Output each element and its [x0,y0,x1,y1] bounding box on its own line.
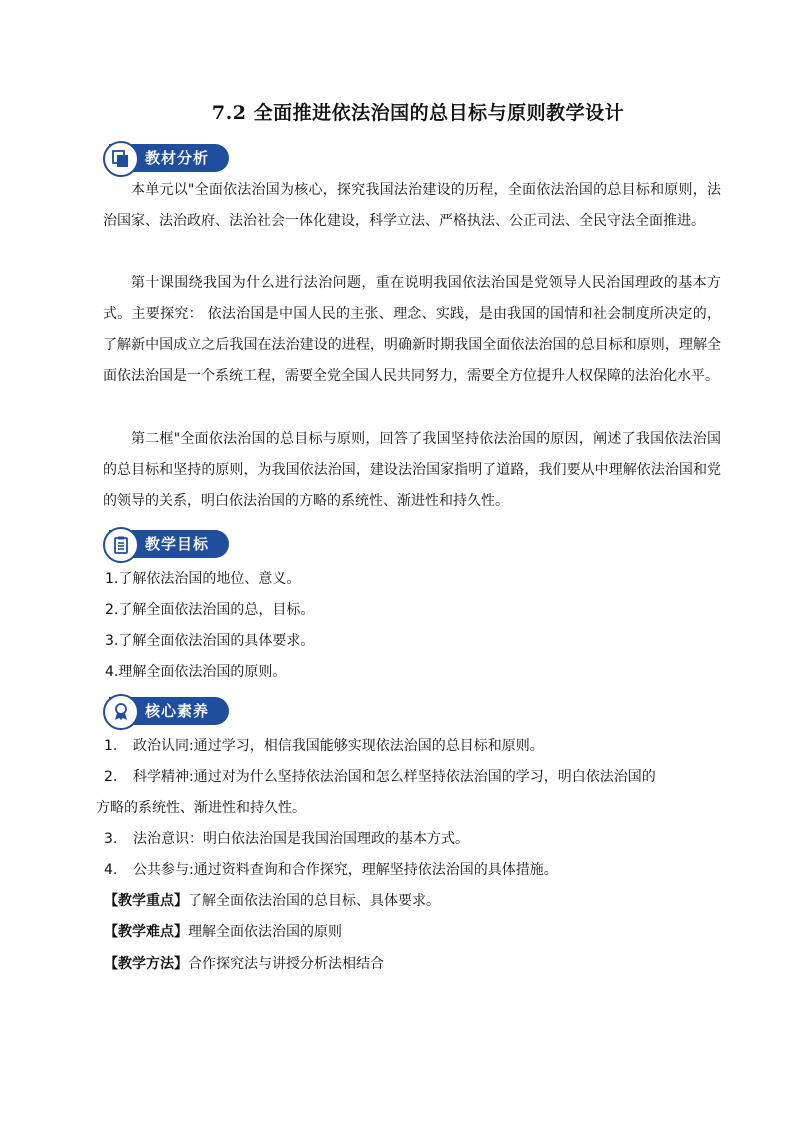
page-title: 7.2 全面推进依法治国的总目标与原则教学设计 [211,102,625,124]
teaching-method-text: 合作探究法与讲授分析法相结合 [188,956,384,972]
teaching-difficulty-label: 【教学难点】 [104,924,188,940]
section-banner-goals [103,527,237,561]
section-heading-analysis: 教材分析 [145,149,210,167]
award-ribbon-icon [103,694,139,730]
literacy-item-2 [104,767,656,787]
teaching-method [104,954,384,974]
section-heading-goals: 教学目标 [145,535,210,553]
section-banner-analysis [103,141,237,175]
literacy-item-text: 公共参与:通过资料查询和合作探究，理解坚持依法治国的具体措施。 [133,862,558,878]
teaching-method-label: 【教学方法】 [104,956,188,972]
clipboard-list-icon [103,527,139,563]
teaching-difficulty-text: 理解全面依法治国的原则 [188,924,342,940]
literacy-item-number: 3. [104,831,118,847]
section-banner-literacy [103,694,237,728]
teaching-focus-text: 了解全面依法治国的总目标、具体要求。 [188,893,440,909]
literacy-item-number: 4. [104,862,118,878]
goal-item-4: 4.理解全面依法治国的原则。 [105,664,287,680]
literacy-item-3 [104,829,469,849]
goal-item-3: 3.了解全面依法治国的具体要求。 [105,633,315,649]
literacy-item-number: 1. [104,738,118,754]
analysis-paragraph-1: 本单元以"全面依法治国为核心，探究我国法治建设的历程，全面依法治国的总目标和原则，法治国家、法治政府、法治社会一体化建设，科学立法、严格执法、公正司法、全民守法全面推进。 [103,182,721,229]
teaching-focus [104,891,440,911]
teaching-difficulty [104,922,342,942]
analysis-paragraph-2: 第十课围绕我国为什么进行法治问题，重在说明我国依法治国是党领导人民治国理政的基本方式。主要探究： 依法治国是中国人民的主张、理念、实践，是由我国的国情和社会制度所决定的，了解新中国成立之后我国在法治建设的进程，明确新时期我国全面依法治国的总目标和原则，理解全面依法治国是一个系统工程，需要全党全国人民共同努力，需要全方位提升人权保障的法治化水平。 [103,275,721,384]
literacy-item-4 [104,860,558,880]
literacy-item-text: 科学精神:通过对为什么坚持依法治国和怎么样坚持依法治国的学习，明白依法治国的 [133,769,656,785]
document-stack-icon [103,141,139,177]
literacy-item-number: 2. [104,769,118,785]
analysis-paragraph-3: 第二框"全面依法治国的总目标与原则，回答了我国坚持依法治国的原因，阐述了我国依法治国的总目标和坚持的原则，为我国依法治国，建设法治国家指明了道路，我们要从中理解依法治国和党的领导的关系，明白依法治国的方略的系统性、渐进性和持久性。 [103,431,721,509]
literacy-item-text: 法治意识：明白依法治国是我国治国理政的基本方式。 [133,831,469,847]
goal-item-2: 2.了解全面依法治国的总，目标。 [105,602,315,618]
literacy-item-text: 政治认同:通过学习，相信我国能够实现依法治国的总目标和原则。 [133,738,544,754]
section-heading-literacy: 核心素养 [145,702,210,720]
goal-item-1: 1.了解依法治国的地位、意义。 [105,571,301,587]
teaching-focus-label: 【教学重点】 [104,893,188,909]
literacy-item-2-continuation: 方略的系统性、渐进性和持久性。 [96,800,306,816]
literacy-item-1 [104,736,544,756]
